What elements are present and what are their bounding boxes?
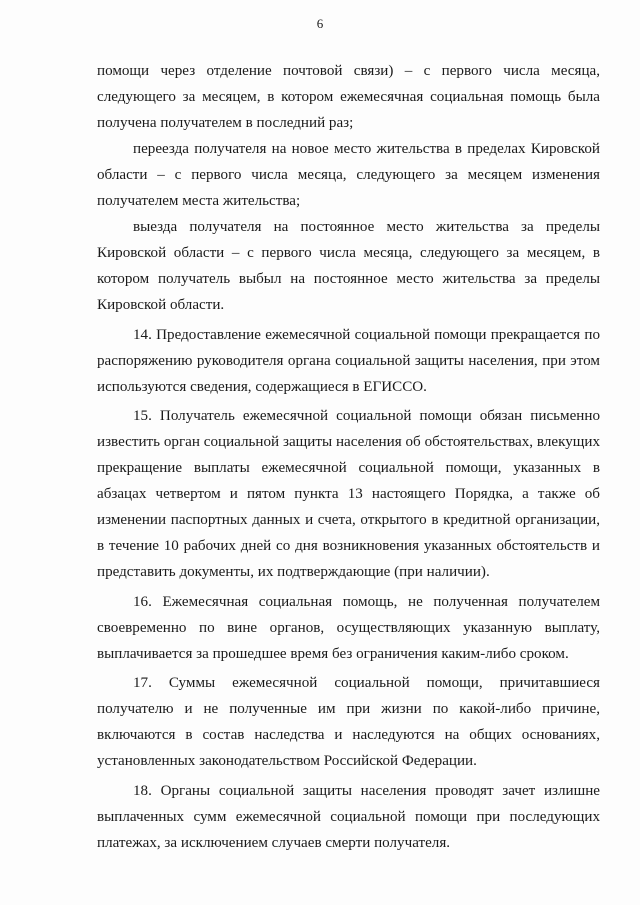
paragraph-clause-16: 16. Ежемесячная социальная помощь, не полученная получателем своевременно по вине органов, осуществляющих указанную выплату, выплачивается за прошедшее время без ограничения каким-либо сроком. xyxy=(97,593,600,662)
paragraph-clause-15: 15. Получатель ежемесячной социальной помощи обязан письменно известить орган социальной защиты населения об обстоятельствах, влекущих прекращение выплаты ежемесячной социальной помощи, указанных в абзацах четвертом и пятом пункта 13 настоящего Порядка, а также об изменении паспортных данных и счета, открытого в кредитной организации, в течение 10 рабочих дней со дня возникновения указанных обстоятельств и представить документы, их подтверждающие (при наличии). xyxy=(97,408,600,580)
paragraph-continuation: помощи через отделение почтовой связи) – с первого числа месяца, следующего за месяцем, в котором ежемесячная социальная помощь была получена получателем в последний раз; xyxy=(97,63,600,131)
paragraph-departure-from-region: выезда получателя на постоянное место жительства за пределы Кировской области – с первого числа месяца, следующего за месяцем, в котором получатель выбыл на постоянное место жительства за пределы Кировской области. xyxy=(97,219,600,313)
paragraph-clause-17: 17. Суммы ежемесячной социальной помощи, причитавшиеся получателю и не полученные им при жизни по какой-либо причине, включаются в состав наследства и наследуются на общих основаниях, установленных законодательством Российской Федерации. xyxy=(97,675,600,769)
paragraph-clause-14: 14. Предоставление ежемесячной социальной помощи прекращается по распоряжению руководителя органа социальной защиты населения, при этом используются сведения, содержащиеся в ЕГИССО. xyxy=(97,326,600,395)
page-number: 6 xyxy=(316,16,324,31)
document-body xyxy=(97,58,600,856)
paragraph-clause-18: 18. Органы социальной защиты населения проводят зачет излишне выплаченных сумм ежемесячной социальной помощи при последующих платежах, за исключением случаев смерти получателя. xyxy=(97,782,600,851)
paragraph-relocation-within-region: переезда получателя на новое место жительства в пределах Кировской области – с первого числа месяца, следующего за месяцем изменения получателем места жительства; xyxy=(97,141,600,209)
